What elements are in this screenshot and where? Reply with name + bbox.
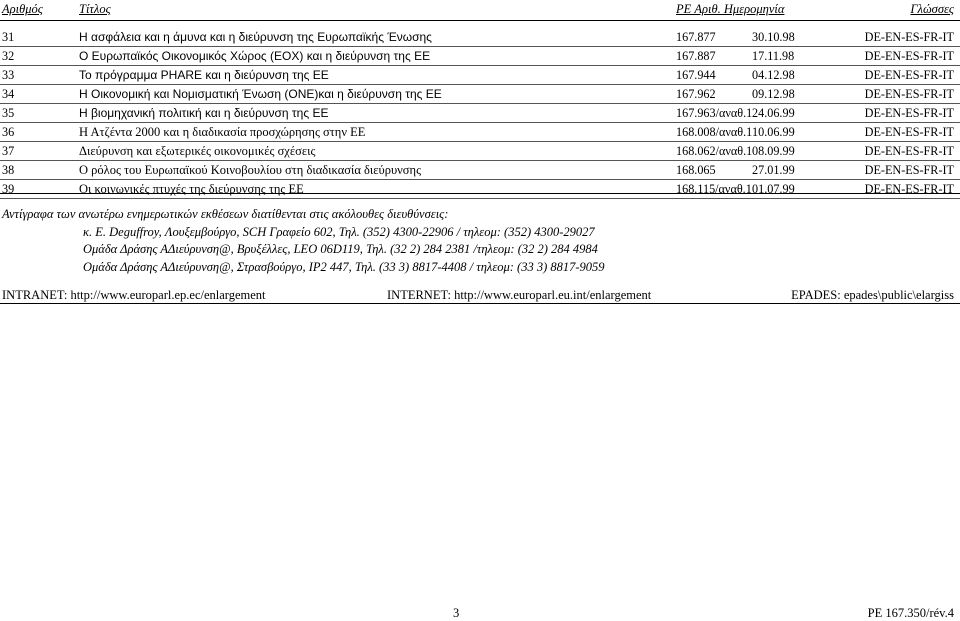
row-number: 32 xyxy=(2,49,15,63)
row-ref: 168.065 xyxy=(676,163,716,177)
table-row xyxy=(0,47,960,66)
reports-table xyxy=(0,28,960,199)
row-ref: 168.008/αναθ.1 xyxy=(676,125,753,139)
row-title: Η ασφάλεια και η άμυνα και η διεύρυνση της Ευρωπαϊκής Ένωσης xyxy=(79,30,432,44)
row-number: 31 xyxy=(2,30,15,44)
row-languages: DE-EN-ES-FR-IT xyxy=(864,30,954,44)
row-date: 04.12.98 xyxy=(752,68,795,82)
row-languages: DE-EN-ES-FR-IT xyxy=(864,49,954,63)
row-date: 27.01.99 xyxy=(752,163,795,177)
row-languages: DE-EN-ES-FR-IT xyxy=(864,125,954,139)
row-number: 38 xyxy=(2,163,15,177)
row-languages: DE-EN-ES-FR-IT xyxy=(864,163,954,177)
epades-path: EPADES: epades\public\elargiss xyxy=(791,288,954,302)
row-ref: 167.944 xyxy=(676,68,716,82)
row-title: Η Ατζέντα 2000 και η διαδικασία προσχώρησης στην ΕΕ xyxy=(79,125,366,139)
table-row xyxy=(0,180,960,199)
row-date: 24.06.99 xyxy=(752,106,795,120)
row-ref: 167.962 xyxy=(676,87,716,101)
table-row xyxy=(0,28,960,47)
contact-strasbourg: Ομάδα Δράσης ΑΔιεύρυνση@, Στρασβούργο, IP2 447, Τηλ. (33 3) 8817-4408 / τηλεομ: (33 3) 8817-9059 xyxy=(83,259,605,274)
row-date: 30.10.98 xyxy=(752,30,795,44)
row-number: 37 xyxy=(2,144,15,158)
row-number: 33 xyxy=(2,68,15,82)
contact-luxembourg: κ. Ε. Deguffroy, Λουξεμβούργο, SCH Γραφείο 602, Τηλ. (352) 4300-22906 / τηλεομ: (352) 4300-29027 xyxy=(83,224,595,239)
links-divider xyxy=(0,303,960,304)
row-number: 39 xyxy=(2,182,15,196)
table-row xyxy=(0,66,960,85)
header-languages: Γλώσσες xyxy=(910,2,954,16)
table-row xyxy=(0,161,960,180)
row-languages: DE-EN-ES-FR-IT xyxy=(864,106,954,120)
row-languages: DE-EN-ES-FR-IT xyxy=(864,87,954,101)
row-ref: 168.062/αναθ.1 xyxy=(676,144,753,158)
document-reference: PE 167.350/rév.4 xyxy=(867,606,954,620)
internet-link[interactable]: INTERNET: http://www.europarl.eu.int/enlargement xyxy=(387,288,652,302)
row-date: 08.09.99 xyxy=(752,144,795,158)
row-ref: 167.877 xyxy=(676,30,716,44)
row-title: Διεύρυνση και εξωτερικές οικονομικές σχέσεις xyxy=(79,144,316,158)
table-row xyxy=(0,123,960,142)
table-row xyxy=(0,85,960,104)
header-ref-date: PE Αριθ. Ημερομηνία xyxy=(676,2,785,16)
contact-brussels: Ομάδα Δράσης ΑΔιεύρυνση@, Βρυξέλλες, LEO 06D119, Τηλ. (32 2) 284 2381 /τηλεομ: (32 2) 284 4984 xyxy=(83,242,598,256)
row-title: Η βιομηχανική πολιτική και η διεύρυνση της ΕΕ xyxy=(79,106,329,120)
row-title: Ο ρόλος του Ευρωπαϊκού Κοινοβουλίου στη διαδικασία διεύρυνσης xyxy=(79,163,422,177)
intranet-link[interactable]: INTRANET: http://www.europarl.ep.ec/enlargement xyxy=(2,288,266,302)
row-date: 10.06.99 xyxy=(752,125,795,139)
page-number: 3 xyxy=(453,606,460,620)
row-ref: 167.887 xyxy=(676,49,716,63)
availability-notes xyxy=(2,206,605,276)
row-date: 01.07.99 xyxy=(752,182,795,196)
section-divider xyxy=(0,193,960,194)
row-languages: DE-EN-ES-FR-IT xyxy=(864,182,954,196)
row-number: 36 xyxy=(2,125,15,139)
row-number: 35 xyxy=(2,106,15,120)
table-row xyxy=(0,142,960,161)
row-languages: DE-EN-ES-FR-IT xyxy=(864,144,954,158)
row-date: 09.12.98 xyxy=(752,87,795,101)
table-header xyxy=(0,0,960,21)
table-row xyxy=(0,104,960,123)
row-ref: 168.115/αναθ.1 xyxy=(676,182,752,196)
header-title: Τίτλος xyxy=(79,2,111,16)
row-ref: 167.963/αναθ.1 xyxy=(676,106,753,120)
row-title: Η Οικονομική και Νομισματική Ένωση (ΟΝΕ)και η διεύρυνση της ΕΕ xyxy=(79,87,442,101)
header-number: Αριθμός xyxy=(2,2,43,16)
row-number: 34 xyxy=(2,87,15,101)
notes-intro: Αντίγραφα των ανωτέρω ενημερωτικών εκθέσεων διατίθενται στις ακόλουθες διευθύνσεις: xyxy=(2,207,449,221)
row-title: Το πρόγραμμα PHARE και η διεύρυνση της ΕΕ xyxy=(79,68,329,82)
row-title: Οι κοινωνικές πτυχές της διεύρυνσης της ΕΕ xyxy=(79,182,304,196)
row-date: 17.11.98 xyxy=(752,49,795,63)
row-title: Ο Ευρωπαϊκός Οικονομικός Χώρος (ΕΟΧ) και η διεύρυνση της ΕΕ xyxy=(79,49,431,63)
row-languages: DE-EN-ES-FR-IT xyxy=(864,68,954,82)
